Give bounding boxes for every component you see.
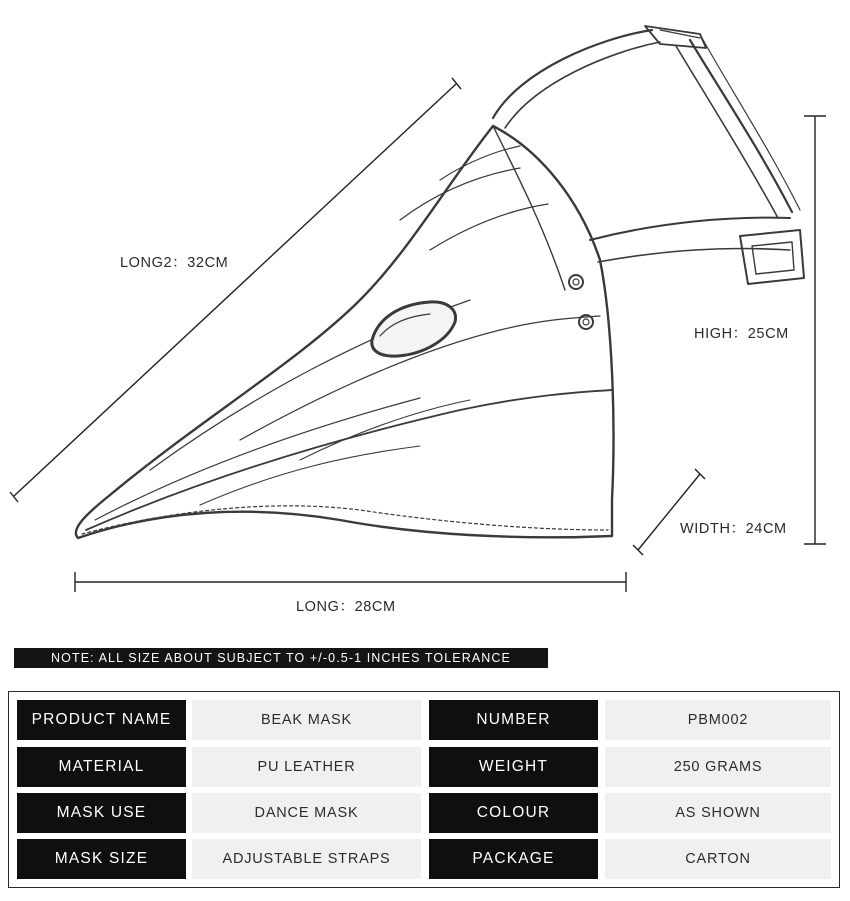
spec-key-package: PACKAGE [429, 839, 598, 879]
long-dimension-label: LONG：28CM [296, 599, 396, 615]
spec-key-weight: WEIGHT [429, 747, 598, 787]
high-dimension-label: HIGH：25CM [694, 326, 789, 342]
tolerance-note: NOTE: ALL SIZE ABOUT SUBJECT TO +/-0.5-1 INCHES TOLERANCE [14, 648, 548, 668]
spec-value-mask-use: DANCE MASK [192, 793, 421, 833]
spec-key-material: MATERIAL [17, 747, 186, 787]
spec-value-weight: 250 GRAMS [605, 747, 831, 787]
spec-value-number: PBM002 [605, 700, 831, 740]
width-dimension-line [638, 474, 700, 550]
spec-table [8, 691, 840, 888]
width-dimension-label: WIDTH：24CM [680, 521, 787, 537]
beak-mask-drawing [76, 26, 804, 538]
spec-value-package: CARTON [605, 839, 831, 879]
spec-key-colour: COLOUR [429, 793, 598, 833]
spec-value-colour: AS SHOWN [605, 793, 831, 833]
spec-key-product-name: PRODUCT NAME [17, 700, 186, 740]
spec-value-mask-size: ADJUSTABLE STRAPS [192, 839, 421, 879]
spec-value-product-name: BEAK MASK [192, 700, 421, 740]
long2-dimension-label: LONG2：32CM [120, 255, 229, 271]
spec-value-material: PU LEATHER [192, 747, 421, 787]
spec-key-mask-use: MASK USE [17, 793, 186, 833]
spec-key-number: NUMBER [429, 700, 598, 740]
spec-key-mask-size: MASK SIZE [17, 839, 186, 879]
long2-dimension-line [14, 84, 456, 496]
